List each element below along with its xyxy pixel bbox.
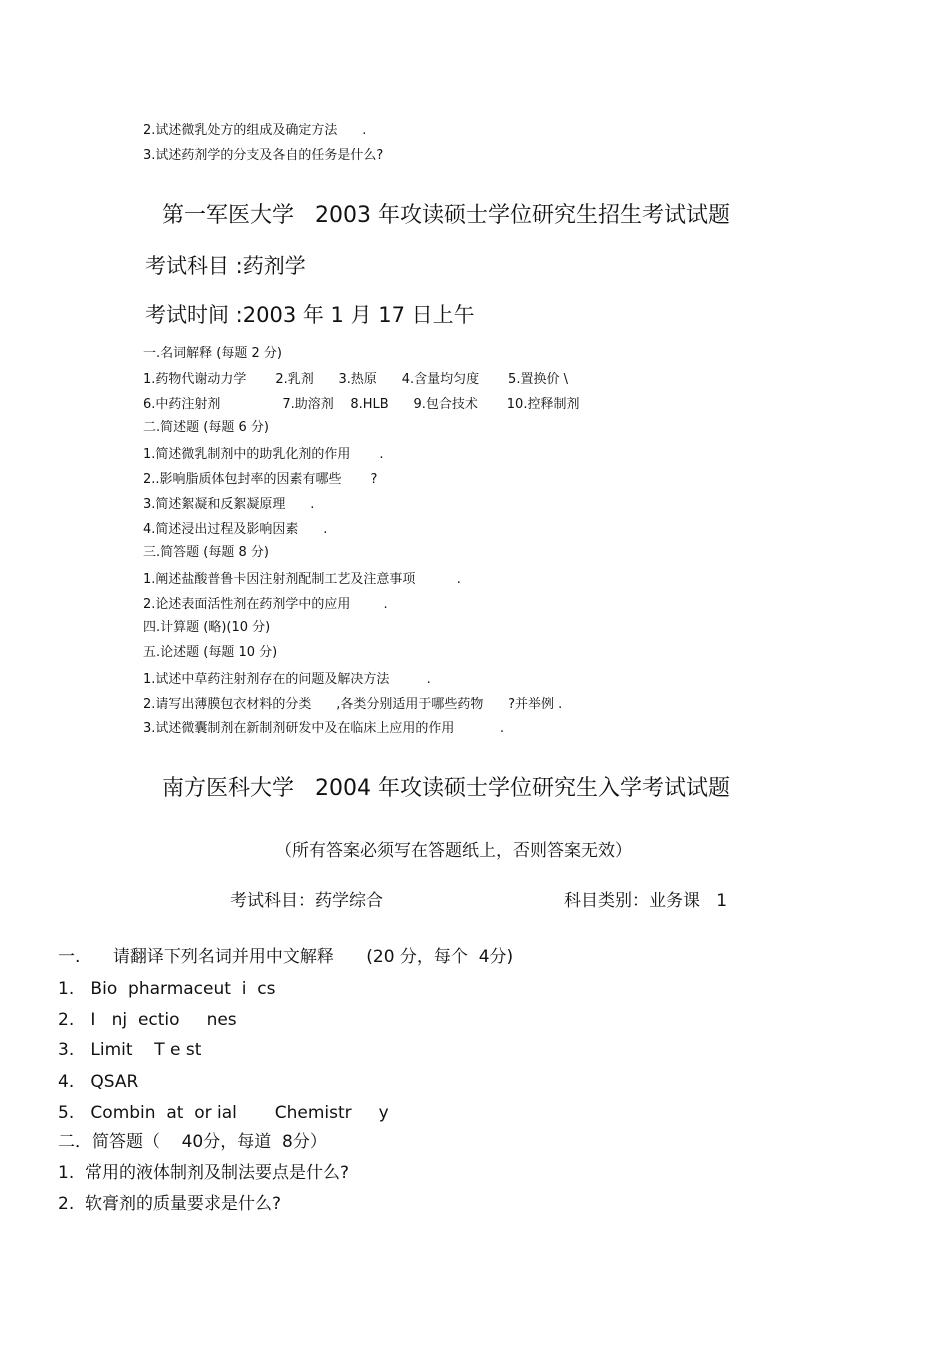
- exam-subject-2003: 考试科目 :药剂学: [145, 254, 306, 278]
- question-line: 4.简述浸出过程及影响因素 .: [143, 522, 328, 537]
- section-heading: 二．简答题（ 40分，每道 8分）: [58, 1132, 327, 1152]
- term-row: 6.中药注射剂 7.助溶剂 8.HLB 9.包合技术 10.控释制剂: [143, 397, 580, 412]
- question-line: 3.试述微囊制剂在新制剂研发中及在临床上应用的作用 .: [143, 721, 504, 736]
- question-line: 1. 常用的液体制剂及制法要点是什么?: [58, 1163, 350, 1183]
- exam-title-2003: 第一军医大学 2003 年攻读硕士学位研究生招生考试试题: [162, 203, 730, 228]
- term-line: 4. QSAR: [58, 1072, 139, 1092]
- question-line: 1.试述中草药注射剂存在的问题及解决方法 .: [143, 672, 431, 687]
- question-line: 2.请写出薄膜包衣材料的分类 ,各类分别适用于哪些药物 ?并举例 .: [143, 697, 563, 712]
- exam-time-2003: 考试时间 :2003 年 1 月 17 日上午: [145, 303, 475, 327]
- section-heading: 二.简述题 (每题 6 分): [143, 420, 269, 435]
- question-line: 2.论述表面活性剂在药剂学中的应用 .: [143, 597, 388, 612]
- question-line: 2. 软膏剂的质量要求是什么?: [58, 1194, 282, 1214]
- exam-category: 科目类别：业务课 1: [564, 891, 728, 911]
- section-heading: 一.名词解释 (每题 2 分): [143, 346, 282, 361]
- question-line: 3.试述药剂学的分支及各自的任务是什么?: [143, 148, 384, 163]
- exam-notice: （所有答案必须写在答题纸上，否则答案无效）: [275, 841, 632, 861]
- section-heading: 一. 请翻译下列名词并用中文解释 (20 分，每个 4分): [58, 947, 514, 967]
- term-line: 5. Combin at or ial Chemistr y: [58, 1103, 389, 1123]
- question-line: 1.简述微乳制剂中的助乳化剂的作用 .: [143, 447, 384, 462]
- question-line: 3.简述絮凝和反絮凝原理 .: [143, 497, 315, 512]
- term-line: 3. Limit T e st: [58, 1040, 202, 1060]
- term-line: 2. I nj ectio nes: [58, 1010, 237, 1030]
- question-line: 1.阐述盐酸普鲁卡因注射剂配制工艺及注意事项 .: [143, 572, 461, 587]
- section-heading: 三.简答题 (每题 8 分): [143, 545, 269, 560]
- term-row: 1.药物代谢动力学 2.乳剂 3.热原 4.含量均匀度 5.置换价 \: [143, 372, 568, 387]
- question-line: 2..影响脂质体包封率的因素有哪些 ?: [143, 472, 378, 487]
- exam-title-2004: 南方医科大学 2004 年攻读硕士学位研究生入学考试试题: [162, 776, 730, 801]
- section-heading: 五.论述题 (每题 10 分): [143, 645, 278, 660]
- question-line: 2.试述微乳处方的组成及确定方法 .: [143, 123, 367, 138]
- exam-subject-2004: 考试科目：药学综合: [230, 891, 383, 911]
- term-line: 1. Bio pharmaceut i cs: [58, 979, 276, 999]
- section-heading: 四.计算题 (略)(10 分): [143, 620, 271, 635]
